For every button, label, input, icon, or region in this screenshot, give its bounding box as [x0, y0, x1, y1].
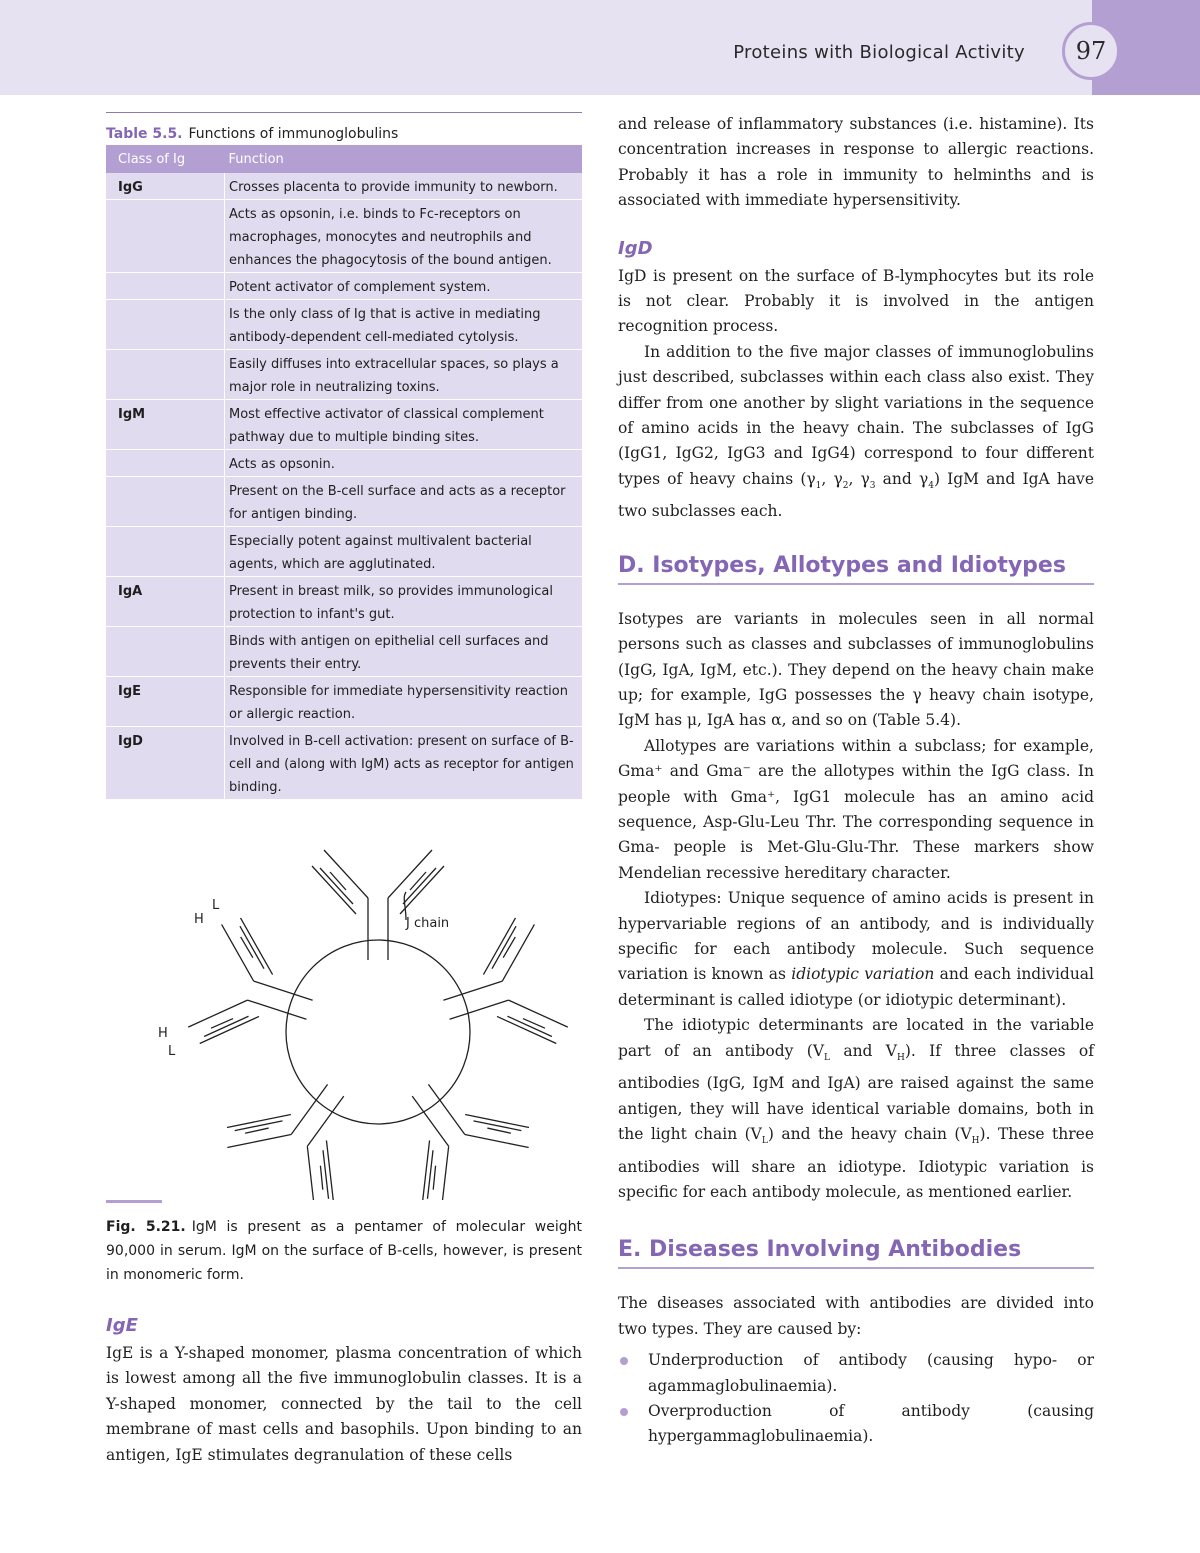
section-d-heading: D. Isotypes, Allotypes and Idiotypes — [618, 551, 1094, 585]
class-cell — [106, 450, 225, 477]
function-cell: Responsible for immediate hypersensitivity reaction or allergic reaction. — [225, 677, 583, 727]
idio-text: ) and the heavy chain (V — [767, 1125, 972, 1143]
table-row — [106, 677, 582, 727]
bullet-icon — [620, 1357, 628, 1365]
class-cell: IgD — [106, 727, 225, 800]
diseases-list — [618, 1348, 1094, 1450]
subscript: H — [897, 1052, 905, 1063]
list-item — [618, 1348, 1094, 1399]
running-title: Proteins with Biological Activity — [733, 42, 1025, 63]
function-cell: Especially potent against multivalent bacterial agents, which are agglutinated. — [225, 527, 583, 577]
figure-caption-text: IgM is present as a pentamer of molecular weight 90,000 in serum. IgM on the surface of B-cells, however, is present in monomeric form. — [106, 1219, 582, 1283]
table-row — [106, 450, 582, 477]
function-cell: Easily diffuses into extracellular spaces, so plays a major role in neutralizing toxins. — [225, 350, 583, 400]
figure-label: Fig. 5.21. — [106, 1219, 186, 1235]
function-cell: Crosses placenta to provide immunity to newborn. — [225, 173, 583, 200]
subscript: L — [761, 1136, 768, 1147]
table-label: Table 5.5. — [106, 126, 183, 142]
table-row — [106, 200, 582, 273]
diseases-paragraph: The diseases associated with antibodies are divided into two types. They are caused by: — [618, 1294, 1094, 1338]
label-heavy-chain: H — [194, 912, 204, 927]
subclass-text-end: ) IgM and IgA have two subclasses each. — [618, 469, 1094, 521]
igm-pentamer-diagram — [106, 820, 582, 1200]
label-heavy-chain: H — [158, 1026, 168, 1041]
class-cell — [106, 477, 225, 527]
label-j-chain: J chain — [406, 916, 450, 931]
subscript: H — [971, 1136, 980, 1147]
idio-text: The idiotypic determinants are located in the variable part of an antibody (V — [618, 1016, 1094, 1060]
idiotypes-text: Idiotypes: Unique sequence of amino acids is present in hypervariable regions of an antibody, and is individually specific for each antibody molecule. Such sequence variation is known as — [618, 889, 1094, 984]
class-cell — [106, 527, 225, 577]
function-cell: Involved in B-cell activation: present on surface of B-cell and (along with IgM) acts as receptor for antigen binding. — [225, 727, 583, 800]
table-header-row — [106, 145, 582, 173]
function-cell: Present in breast milk, so provides immunological protection to infant's gut. — [225, 577, 583, 627]
function-cell: Present on the B-cell surface and acts as a receptor for antigen binding. — [225, 477, 583, 527]
page-number: 97 — [1062, 22, 1120, 80]
idio-text: and V — [830, 1041, 898, 1060]
left-column — [106, 112, 582, 1468]
antibody-unit — [312, 850, 444, 960]
function-cell: Acts as opsonin, i.e. binds to Fc-receptors on macrophages, monocytes and neutrophils and enhances the phagocytosis of the bound antigen. — [225, 200, 583, 273]
idiotypic-determinants-paragraph — [618, 1013, 1094, 1205]
function-cell: Most effective activator of classical complement pathway due to multiple binding sites. — [225, 400, 583, 450]
table-row — [106, 300, 582, 350]
idiotypic-variation-term: idiotypic variation — [791, 965, 935, 984]
table-row — [106, 273, 582, 300]
table-row — [106, 477, 582, 527]
label-light-chain: L — [168, 1044, 176, 1059]
function-cell: Is the only class of Ig that is active in mediating antibody-dependent cell-mediated cytolysis. — [225, 300, 583, 350]
immunoglobulin-table — [106, 145, 582, 800]
list-item-text: Underproduction of antibody (causing hypo- or agammaglobulinaemia). — [648, 1351, 1094, 1395]
idio-text: ). If three classes of antibodies (IgG, IgM and IgA) are raised against the same antigen, they will have identical variable domains, both in the light chain (V — [618, 1041, 1094, 1143]
subscript: 1 — [815, 480, 822, 491]
table-title: Functions of immunoglobulins — [188, 126, 399, 142]
table-top-rule — [106, 112, 582, 113]
class-cell — [106, 300, 225, 350]
igm-pentamer-figure — [106, 820, 582, 1200]
igd-paragraph: IgD is present on the surface of B-lymphocytes but its role is not clear. Probably it is involved in the antigen recognition process. — [618, 266, 1094, 336]
class-cell — [106, 350, 225, 400]
table-row — [106, 727, 582, 800]
table-row — [106, 400, 582, 450]
idiotypes-text-end: and each individual determinant is called idiotype (or idiotypic determinant). — [618, 965, 1095, 1009]
table-row — [106, 627, 582, 677]
col-class-header: Class of Ig — [106, 145, 225, 173]
figure-caption-rule — [106, 1200, 162, 1203]
central-circle — [286, 940, 470, 1124]
label-light-chain: L — [212, 898, 220, 913]
table-row — [106, 173, 582, 200]
subscript: 2 — [842, 480, 849, 491]
bullet-icon — [620, 1408, 628, 1416]
subscript: 3 — [869, 480, 876, 491]
table-row — [106, 577, 582, 627]
subclass-text: In addition to the five major classes of immunoglobulins just described, subclasses within each class also exist. They differ from one another by slight variations in the sequence of amino acids in the heavy chain. The subclasses of IgG (IgG1, IgG2, IgG3 and IgG4) correspond to four different types of heavy chains (γ — [618, 342, 1094, 488]
col-function-header: Function — [225, 145, 583, 173]
table-row — [106, 527, 582, 577]
function-cell: Potent activator of complement system. — [225, 273, 583, 300]
class-cell: IgA — [106, 577, 225, 627]
ige-heading: IgE — [106, 1315, 138, 1336]
class-cell — [106, 627, 225, 677]
isotypes-paragraph: Isotypes are variants in molecules seen in all normal persons such as classes and subclasses of immunoglobulins (IgG, IgA, IgM, etc.). They depend on the heavy chain make up; for example, IgG possesses the γ heavy chain isotype, IgM has μ, IgA has α, and so on (Table 5.4). — [618, 609, 1094, 730]
igd-heading: IgD — [618, 237, 653, 259]
idio-text: ). These three antibodies will share an idiotype. Idiotypic variation is specific for each antibody molecule, as mentioned earlier. — [618, 1125, 1094, 1201]
function-cell: Binds with antigen on epithelial cell surfaces and prevents their entry. — [225, 627, 583, 677]
class-cell: IgG — [106, 173, 225, 200]
class-cell: IgE — [106, 677, 225, 727]
class-cell — [106, 273, 225, 300]
subscript: 4 — [928, 480, 934, 491]
figure-caption — [106, 1211, 582, 1287]
ige-paragraph: IgE is a Y-shaped monomer, plasma concentration of which is lowest among all the five immunoglobulin classes. It is a Y-shaped monomer, connected by the tail to the cell membrane of mast cells and basophils. Upon binding to an antigen, IgE stimulates degranulation of these cells — [106, 1344, 582, 1464]
subscript: L — [824, 1052, 830, 1063]
class-cell — [106, 200, 225, 273]
table-row — [106, 350, 582, 400]
allotypes-paragraph: Allotypes are variations within a subclass; for example, Gma⁺ and Gma⁻ are the allotypes within the IgG class. In people with Gma⁺, IgG1 molecule has an amino acid sequence, Asp-Glu-Leu Thr. The corresponding sequence in Gma- people is Met-Glu-Glu-Thr. These markers show Mendelian recessive hereditary character. — [618, 736, 1094, 882]
list-item — [618, 1399, 1094, 1450]
subclass-paragraph: In addition to the five major classes of immunoglobulins just described, subclasses within each class also exist. They differ from one another by slight variations in the sequence of amino acids in the heavy chain. The subclasses of IgG (IgG1, IgG2, IgG3 and IgG4) correspond to four different types of heavy chains ($\gamma_1$, $\gamma_2$, $\gamma_3$ and $\gamma_4$) IgM and IgA have two subclasses each. — [618, 342, 1094, 521]
idiotypes-paragraph — [618, 886, 1094, 1013]
class-cell: IgM — [106, 400, 225, 450]
function-cell: Acts as opsonin. — [225, 450, 583, 477]
table-caption — [106, 123, 582, 145]
right-column — [618, 112, 1094, 1450]
section-e-heading: E. Diseases Involving Antibodies — [618, 1235, 1094, 1269]
ige-continued-paragraph: and release of inflammatory substances (i.e. histamine). Its concentration increases in response to allergic reactions. Probably it has a role in immunity to helminths and is associated with immediate hypersensitivity. — [618, 115, 1094, 210]
list-item-text: Overproduction of antibody (causing hypergammaglobulinaemia). — [648, 1401, 1094, 1446]
